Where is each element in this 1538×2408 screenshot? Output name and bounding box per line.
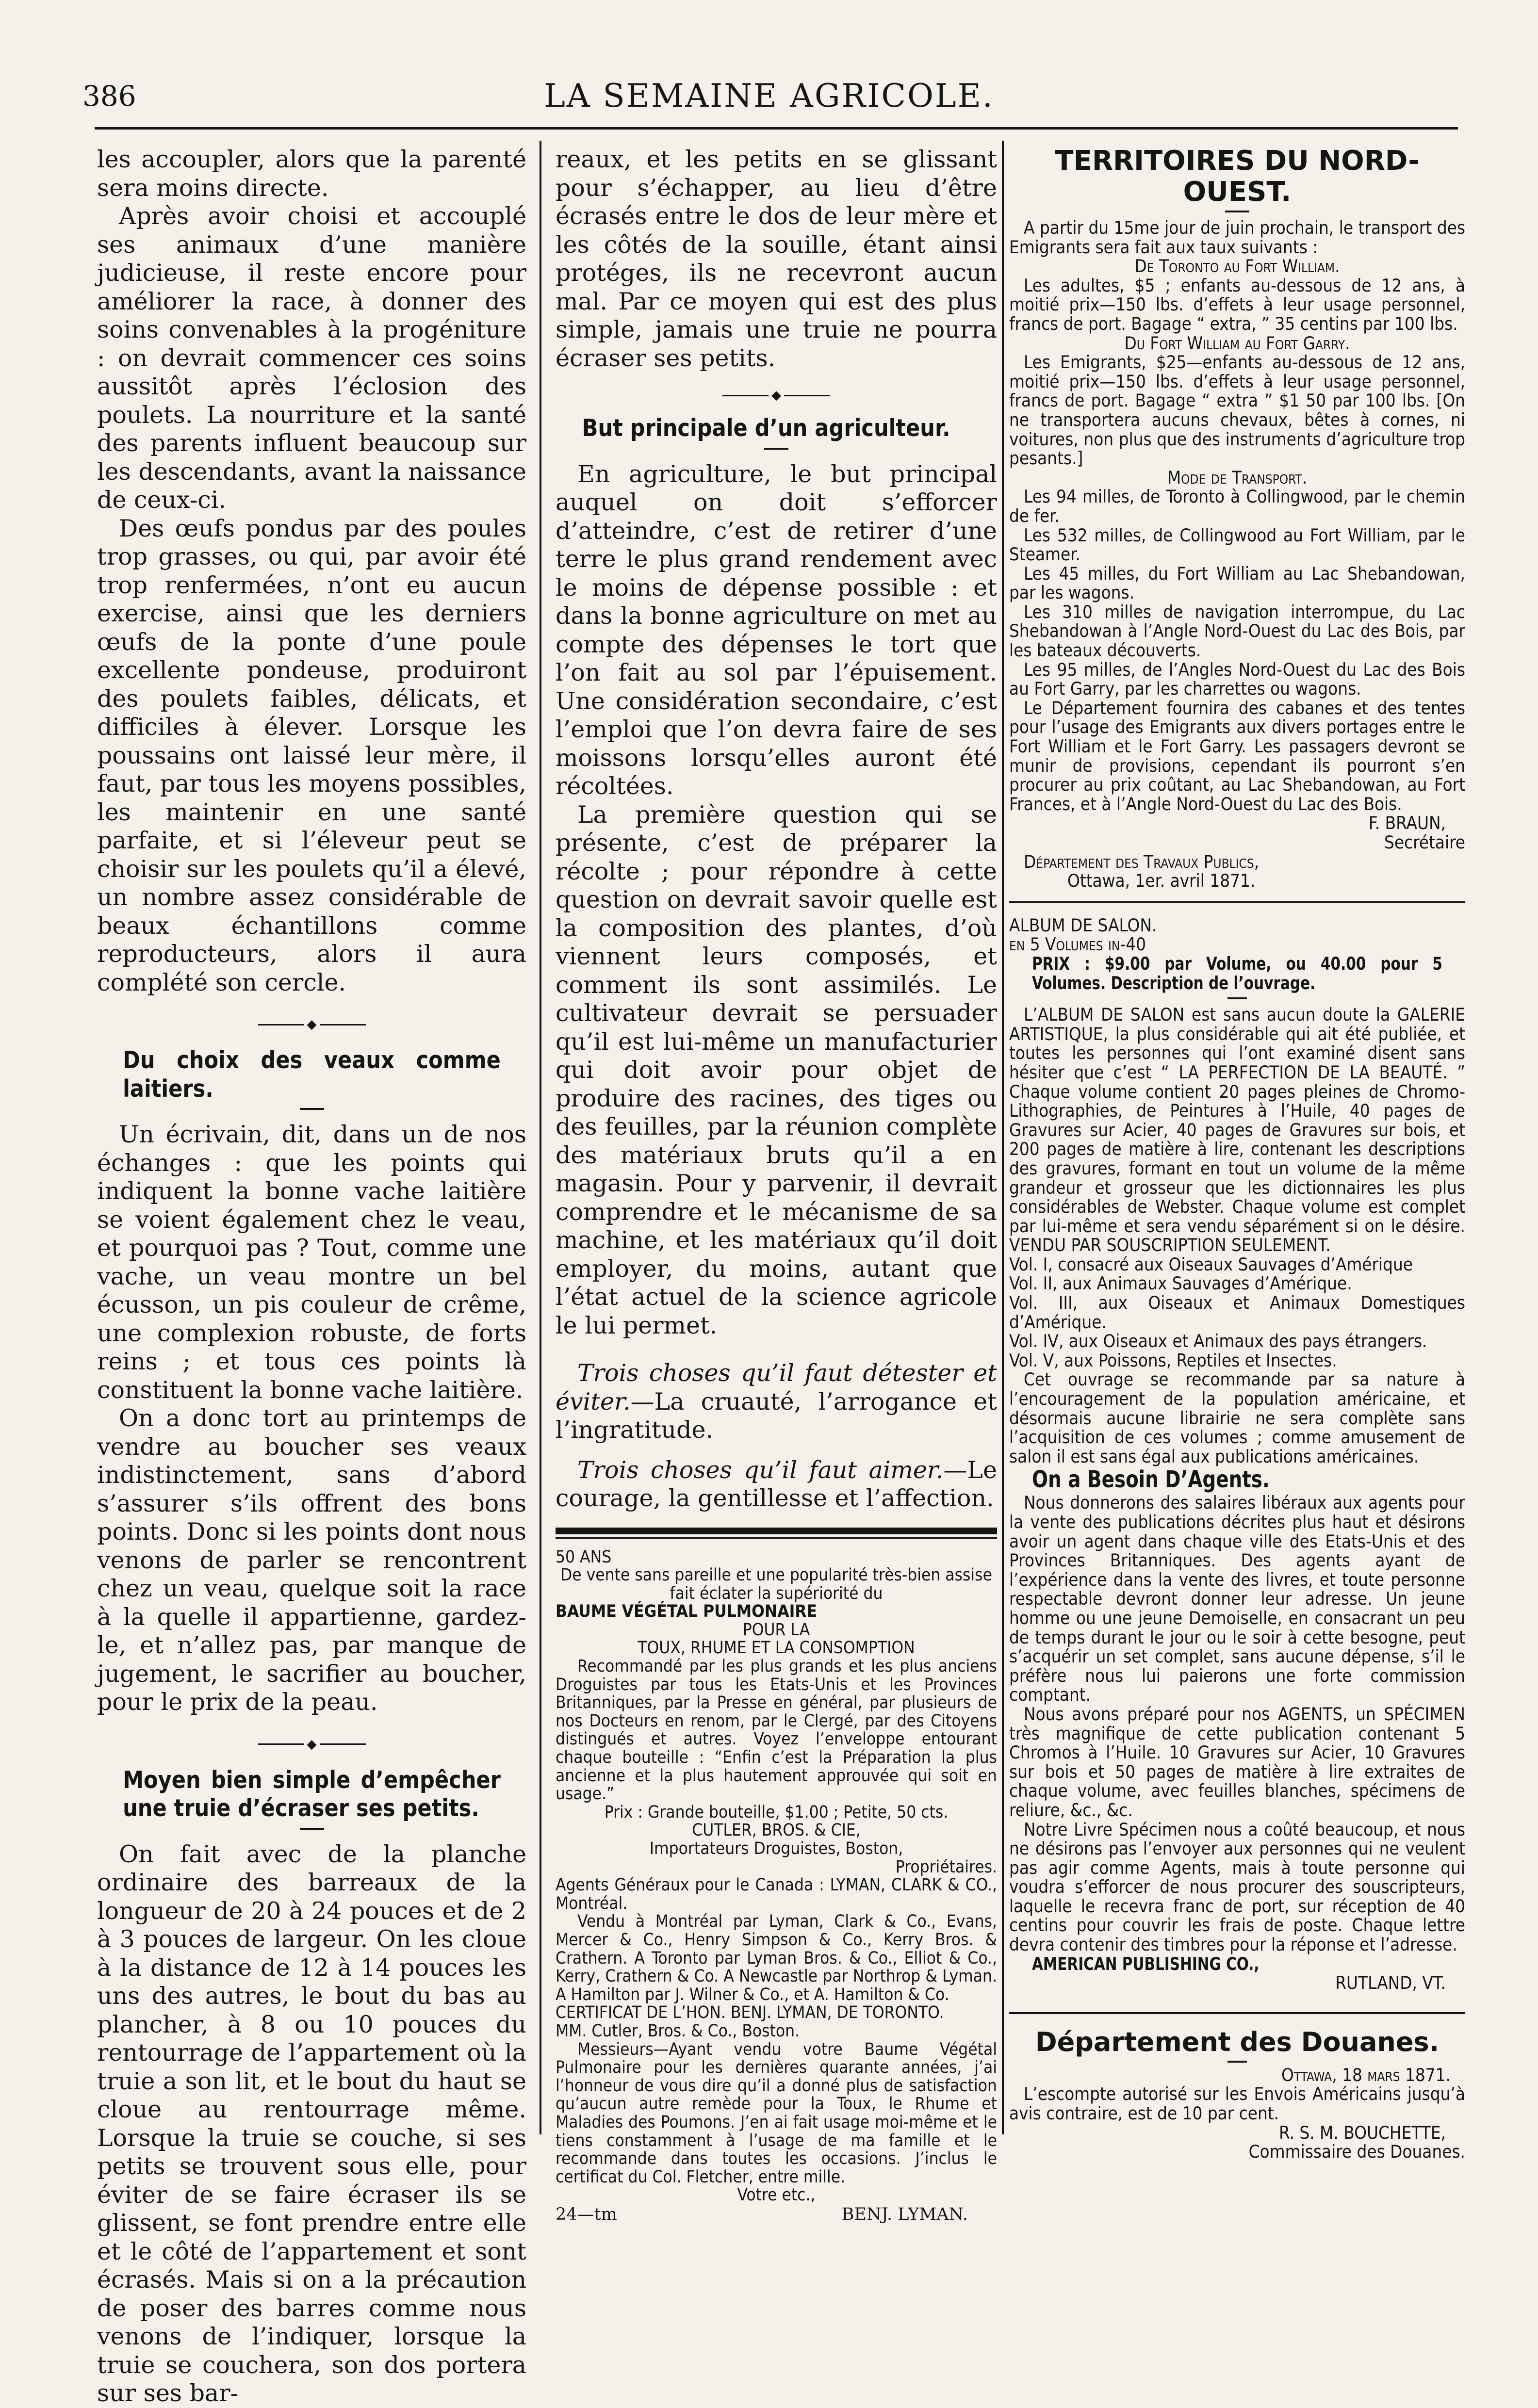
- newspaper-title: LA SEMAINE AGRICOLE.: [544, 77, 994, 114]
- short-rule: [764, 448, 788, 450]
- album-volume: Vol. IV, aux Oiseaux et Animaux des pays étrangers.: [1009, 1331, 1427, 1352]
- album-volume: Vol. V, aux Poissons, Reptiles et Insectes.: [1009, 1350, 1337, 1371]
- notice-heading: TERRITOIRES DU NORD-OUEST.: [1055, 145, 1420, 208]
- page-number: 386: [82, 80, 136, 113]
- agents-paragraph: Notre Livre Spécimen nous a coûté beaucoup, et nous ne désirons pas l’envoyer aux personnes qui ne veulent pas agir comme Agents, mais à toute personne qui voudra s’efforcer de nous procurer des souscripteurs, laquelle le recevra franc de port, sur réception de 40 centins pour couvrir les frais de poste. Chaque lettre devra contenir des timbres pour la réponse et l’adresse.: [1009, 1819, 1465, 1955]
- short-rule: [300, 1108, 324, 1110]
- ad-signer: BENJ. LYMAN.: [841, 2204, 968, 2224]
- paragraph: Après avoir choisi et accouplé ses animaux d’une manière judicieuse, il reste encore pour améliorer la race, à donner des soins convenables à la progéniture : on devrait commencer ces soins aussitôt après l’éclosion des poulets. La nourriture et la santé des parents influent beaucoup sur les descendants, avant la naissance de ceux-ci.: [97, 202, 526, 514]
- advertisement-rule-thin: [556, 1537, 997, 1539]
- article-heading: Moyen bien simple d’empêcher une truie d’écraser ses petits.: [123, 1766, 501, 1822]
- agents-heading: On a Besoin D’Agents.: [1032, 1466, 1270, 1494]
- paragraph: reaux, et les petits en se glissant pour s’échapper, au lieu d’être écrasés entre le dos de leur mère et les côtés de la souille, étant ainsi protéges, ils ne recevront aucun mal. Par ce moyen qui est des plus simple, jamais une truie ne pourra écraser ses petits.: [556, 146, 997, 372]
- ad-line: TOUX, RHUME ET LA CONSOMPTION: [638, 1638, 915, 1658]
- ad-line: Importateurs Droguistes, Boston,: [649, 1839, 903, 1858]
- notice-paragraph: Le Département fournira des cabanes et des tentes pour l’usage des Emigrants aux divers portages entre le Fort William et le Fort Garry. Les passagers devront se munir de provisions, cependant ils pourront s’en procurer au prix coûtant, au Lac Shebandowan, au Fort Frances, et à l’Angle Nord-Ouest du Lac des Bois.: [1009, 697, 1465, 814]
- ad-line: MM. Cutler, Bros. & Co., Boston.: [556, 2021, 800, 2041]
- notice-paragraph: Les 45 milles, du Fort William au Lac Shebandowan, par les wagons.: [1009, 563, 1465, 603]
- douanes-signer-title: Commissaire des Douanes.: [1248, 2141, 1465, 2163]
- paragraph: On fait avec de la planche ordinaire des barreaux de la longueur de 20 à 24 pouces et de 2 à 3 pouces de largeur. On les cloue à la distance de 12 à 14 pouces les uns des autres, le bout du bas au plancher, à 8 ou 10 pouces du rentourrage de l’appartement où la truie a son lit, et le bout du haut se cloue au rentourrage même. Lorsque la truie se couche, si ses petits se trouvent sous elle, pour éviter de se faire écraser ils se glissent, se font prendre entre elle et le côté de l’appartement et sont écrasés. Mais si on a la précaution de poser des barres comme nous venons de l’indiquer, lorsque la truie se couchera, son dos portera sur ses bar-: [97, 1840, 526, 2407]
- ad-product-name: BAUME VÉGÉTAL PULMONAIRE: [556, 1602, 818, 1622]
- album-price: PRIX : $9.00 par Volume, ou 40.00 pour 5 Volumes. Description de l’ouvrage.: [1032, 953, 1442, 993]
- page-header: [82, 77, 1456, 115]
- ad-certificate: CERTIFICAT DE L’HON. BENJ. LYMAN, DE TORONTO.: [556, 2003, 944, 2023]
- douanes-heading: Département des Douanes.: [1035, 2026, 1440, 2057]
- article-heading: But principale d’un agriculteur.: [582, 414, 950, 442]
- paragraph: On a donc tort au printemps de vendre au boucher ses veaux indistinctement, sans d’abord s’assurer s’ils offrent des bons points. Donc si les points dont nous venons de parler se rencontrent chez un veau, quelque soit la race à la quelle il appartienne, gardez-le, et n’allez pas, par manque de jugement, le sacrifier au boucher, pour le prix de la peau.: [97, 1404, 526, 1716]
- section-rule: [1009, 2012, 1465, 2014]
- notice-paragraph: Les Emigrants, $25—enfants au-dessous de 12 ans, moitié prix—150 lbs. d’effets à leur usage personnel, francs de port. Bagage “ extra ” $1 50 par 100 lbs. [On ne transportera aucuns chevaux, bêtes à cornes, ni voitures, non plus que des instruments d’agriculture trop pesants.]: [1009, 352, 1465, 469]
- ad-code: 24—tm: [556, 2204, 617, 2224]
- notice-subheading: Mode de Transport.: [1167, 467, 1308, 488]
- paragraph: les accoupler, alors que la parenté sera moins directe.: [97, 146, 526, 202]
- notice-paragraph: Les adultes, $5 ; enfants au-dessous de 12 ans, à moitié prix—150 lbs. d’effets à leur usage personnel, francs de port. Bagage “ extra, ” 35 centins par 100 lbs.: [1009, 275, 1465, 334]
- agents-paragraph: Nous donnerons des salaires libéraux aux agents pour la vente des publications décrites plus haut et désirons avoir un agent dans chaque ville des Etats-Unis et des Provinces Britanniques. Des agents ayant de l’expérience dans la vente des livres, et toute personne respectable devront donner leur adresse. Un jeune homme ou une jeune Demoiselle, en consacrant un peu de temps durant le jour ou le soir à cette besogne, peut s’acquérir un set complet, sans aucune dépense, s’il le préfère nous lui paierons une forte commission comptant.: [1009, 1492, 1465, 1706]
- ad-company: CUTLER, BROS. & CIE,: [692, 1821, 861, 1840]
- ornament-divider: ◆: [556, 388, 997, 403]
- short-rule: [1227, 997, 1247, 999]
- column-rule-2: [1002, 141, 1004, 2134]
- column-1: [97, 146, 526, 2407]
- album-subheading: en 5 Volumes in-40: [1009, 934, 1146, 955]
- article-heading: Du choix des veaux comme laitiers.: [123, 1046, 501, 1103]
- album-volume: Vol. III, aux Oiseaux et Animaux Domestiques d’Amérique.: [1009, 1292, 1465, 1333]
- notice-paragraph: Les 94 milles, de Toronto à Collingwood, par le chemin de fer.: [1009, 486, 1465, 526]
- ad-paragraph: Vendu à Montréal par Lyman, Clark & Co., Evans, Mercer & Co., Henry Simpson & Co., Kerry Bros. & Crathern. A Toronto par Lyman Bros. & Co., Elliot & Co., Kerry, Crathern & Co. A Newcastle par Northrop & Lyman. A Hamilton par J. Wilner & Co., et A. Hamilton & Co.: [556, 1912, 997, 2004]
- ornament-divider: ◆: [97, 1737, 526, 1752]
- quote-text: —Le courage, la gentillesse et l’affection.: [556, 1456, 997, 1512]
- quote: [556, 1359, 997, 1445]
- ad-paragraph: Recommandé par les plus grands et les plus anciens Droguistes par tous les Etats-Unis et les Provinces Britanniques, par la Presse en général, par plusieurs de nos Docteurs en renom, par le Clergé, par des Citoyens distingués et autres. Voyez l’enveloppe entourant chaque bouteille : “Enfin c’est la Préparation la plus ancienne et la plus hautement approuvée qui soit en usage.”: [556, 1657, 997, 1804]
- douanes-paragraph: L’escompte autorisé sur les Envois Américains jusqu’à avis contraire, est de 10 par cent.: [1009, 2083, 1465, 2124]
- notice-paragraph: Les 95 milles, de l’Angles Nord-Ouest du Lac des Bois au Fort Garry, par les charrettes ou wagons.: [1009, 659, 1465, 700]
- douanes-date: Ottawa, 18 mars 1871.: [1281, 2064, 1451, 2085]
- notice-date: Ottawa, 1er. avril 1871.: [1067, 870, 1256, 892]
- header-rule: [95, 127, 1458, 130]
- ornament-divider: ◆: [97, 1017, 526, 1032]
- douanes-signer: R. S. M. BOUCHETTE,: [1278, 2122, 1446, 2143]
- notice-paragraph: Les 532 milles, de Collingwood au Fort William, par le Steamer.: [1009, 524, 1465, 565]
- quote: [556, 1456, 997, 1513]
- album-heading: ALBUM DE SALON.: [1009, 914, 1157, 936]
- ad-price: Prix : Grande bouteille, $1.00 ; Petite, 50 cts.: [604, 1802, 949, 1822]
- notice-subheading: De Toronto au Fort William.: [1134, 256, 1340, 277]
- album-volume: Vol. I, consacré aux Oiseaux Sauvages d’Amérique: [1009, 1253, 1413, 1275]
- agents-paragraph: Nous avons préparé pour nos AGENTS, un SPÉCIMEN très magnifique de cette publication contenant 5 Chromos à l’Huile. 10 Gravures sur Acier, 10 Gravures sur bois et 50 pages de matière à lire extraites de chaque volume, avec feuilles blanches, spécimens de reliure, &c., &c.: [1009, 1703, 1465, 1821]
- section-rule: [1009, 901, 1465, 903]
- ad-title: 50 ANS: [556, 1547, 612, 1567]
- notice-subheading: Du Fort William au Fort Garry.: [1124, 332, 1350, 354]
- album-volume: Vol. II, aux Animaux Sauvages d’Amérique.: [1009, 1273, 1352, 1294]
- company-name: AMERICAN PUBLISHING CO.,: [1032, 1953, 1260, 1974]
- company-place: RUTLAND, VT.: [1335, 1972, 1446, 1994]
- short-rule: [300, 1828, 324, 1830]
- short-rule: [1225, 211, 1249, 212]
- album-paragraph: Cet ouvrage se recommande par sa nature à l’encouragement de la population américaine, et désormais aucune librairie ne sera complète sans l’acquisition de ces volumes ; comme amusement de salon il est sans égal aux publications américaines.: [1009, 1369, 1465, 1467]
- column-3: [1009, 145, 1465, 2163]
- column-2: [556, 146, 997, 2224]
- ad-line: De vente sans pareille et une popularité très-bien assise fait éclater la supériorité du: [560, 1565, 992, 1603]
- quote-text: —La cruauté, l’arrogance et l’ingratitude.: [556, 1387, 997, 1444]
- quote-italic: Trois choses qu’il faut détester et éviter.: [556, 1359, 997, 1416]
- ad-line: Votre etc.,: [737, 2185, 816, 2205]
- ad-line: POUR LA: [742, 1620, 810, 1640]
- notice-department: Département des Travaux Publics,: [1024, 851, 1260, 872]
- advertisement-rule: [556, 1528, 997, 1534]
- ad-paragraph: Agents Généraux pour le Canada : LYMAN, CLARK & CO., Montréal.: [556, 1875, 997, 1913]
- paragraph: En agriculture, le but principal auquel on doit s’efforcer d’atteindre, c’est de retirer d’une terre le plus grand rendement avec le moins de dépense possible : et dans la bonne agriculture on met au compte des dépenses le tort que l’on fait au sol par l’épuisement. Une considération secondaire, c’est l’emploi que l’on devra faire de ses moissons lorsqu’elles auront été récoltées.: [556, 460, 997, 800]
- paragraph: Des œufs pondus par des poules trop grasses, ou qui, par avoir été trop renfermées, n’ont eu aucun exercise, ainsi que les derniers œufs de la ponte d’une poule excellente pondeuse, produiront des poulets faibles, délicats, et difficiles à élever. Lorsque les poussains ont laissé leur mère, il faut, par tous les moyens possibles, les maintenir en une santé parfaite, et si l’éleveur peut se choisir sur les poulets qu’il a élevé, un nombre assez considérable de beaux échantillons comme reproducteurs, alors il aura complété son cercle.: [97, 514, 526, 996]
- paragraph: La première question qui se présente, c’est de préparer la récolte ; pour répondre à cette question on devrait savoir quelle est la composition des plantes, d’où viennent leurs composés, et comment ils sont assimilés. Le cultivateur devrait se persuader qu’il est lui-même un manufacturier qui doit avoir pour objet de produire des racines, des tiges ou des feuilles, par la réunion complète des matériaux bruts qu’il a en magasin. Pour y parvenir, il devrait comprendre et le mécanisme de sa machine, et les matériaux qu’il doit employer, du moins, autant que l’état actuel de la science agricole le lui permet.: [556, 800, 997, 1339]
- notice-paragraph: Les 310 milles de navigation interrompue, du Lac Shebandowan à l’Angle Nord-Ouest du Lac des Bois, par les bateaux découverts.: [1009, 601, 1465, 661]
- album-paragraph: L’ALBUM DE SALON est sans aucun doute la GALERIE ARTISTIQUE, la plus considérable qui ait été publiée, et toutes les personnes qui l’ont examiné disent sans hésiter que c’est “ LA PERFECTION DE LA BEAUTÉ. ” Chaque volume contient 20 pages pleines de Chromo-Lithographies, de Peintures à l’Huile, 40 pages de Gravures sur Acier, 40 pages de Gravures sur bois, et 200 pages de matière à lire, contenant les descriptions des gravures, formant en tout un volume de la même grandeur et grosseur que les dictionnaires les plus considérables de Webster. Chaque volume est complet par lui-même et sera vendu séparément si on le désire. VENDU PAR SOUSCRIPTION SEULEMENT.: [1009, 1004, 1465, 1256]
- ad-signature: [556, 2205, 997, 2224]
- short-rule: [1227, 2061, 1247, 2063]
- ad-paragraph: Messieurs—Ayant vendu votre Baume Végétal Pulmonaire pour les dernières quarante années, j’ai l’honneur de vous dire qu’il a donné plus de satisfaction qu’aucun autre remède pour la Toux, le Rhume et Maladies des Poumons. J’en ai fait usage moi-même et le tiens constamment à l’usage de ma famille et le recommande dans toutes les occasions. J’inclus le certificat du Col. Fletcher, entre mille.: [556, 2039, 997, 2187]
- notice-signer-title: Secrétaire: [1384, 832, 1465, 853]
- notice-signer: F. BRAUN,: [1368, 813, 1446, 834]
- quote-italic: Trois choses qu’il faut aimer.: [577, 1456, 944, 1484]
- notice-paragraph: A partir du 15me jour de juin prochain, le transport des Emigrants sera fait aux taux suivants :: [1009, 217, 1465, 258]
- column-rule-1: [540, 141, 541, 2134]
- paragraph: Un écrivain, dit, dans un de nos échanges : que les points qui indiquent la bonne vache laitière se voient également chez le veau, et pourquoi pas ? Tout, comme une vache, un veau montre un bel écusson, un pis couleur de crême, une complexion robuste, de forts reins ; et tous ces points là constituent la bonne vache laitière.: [97, 1121, 526, 1404]
- ad-line: Propriétaires.: [895, 1857, 997, 1877]
- advertisement-baume: [556, 1548, 997, 2224]
